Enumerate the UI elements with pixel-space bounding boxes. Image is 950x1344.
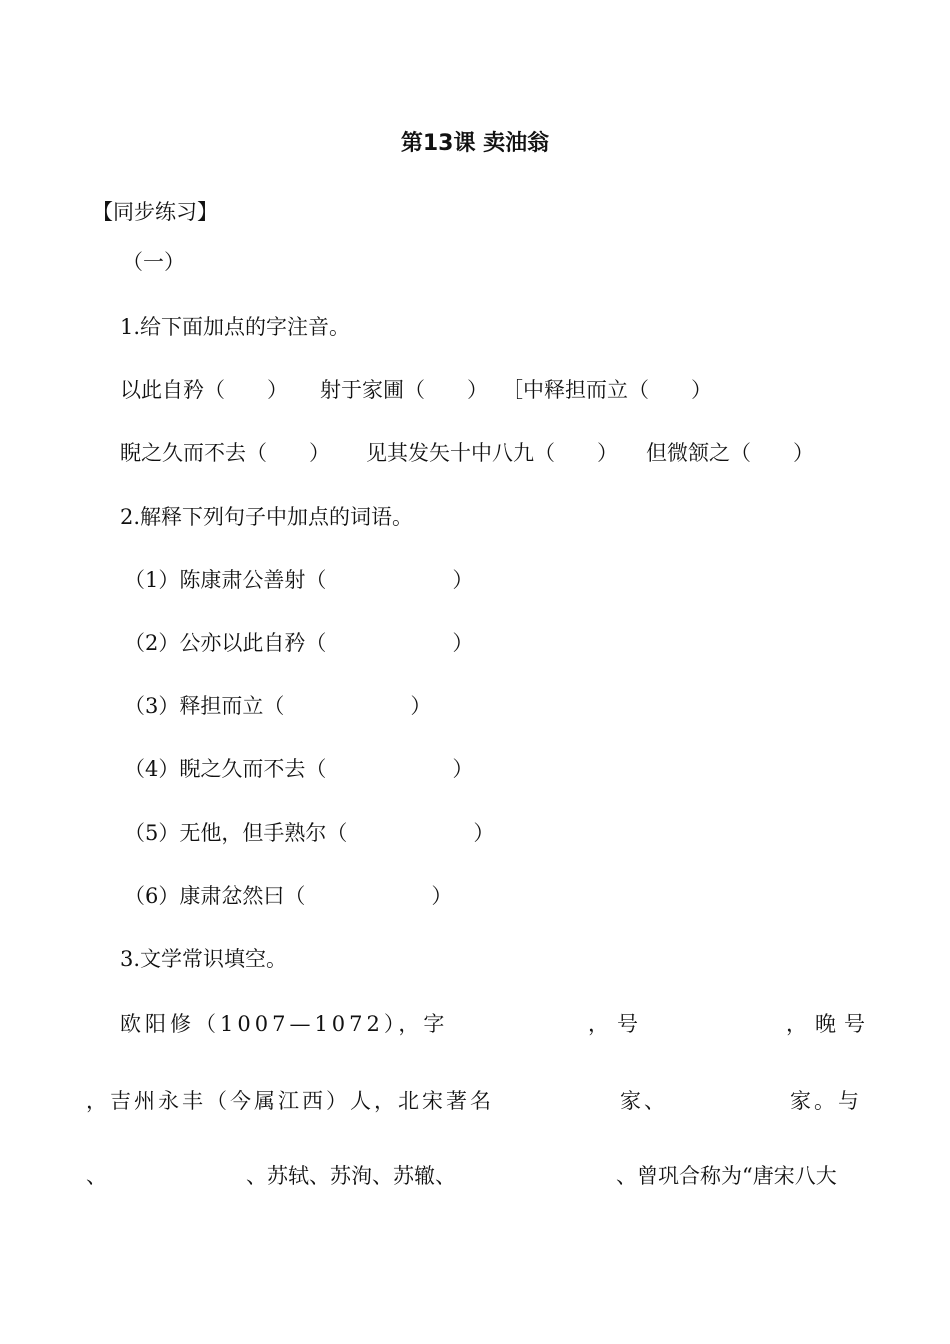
question-2-item: （1）陈康肃公善射（ ） [124, 568, 474, 592]
question-3-line-2 [86, 1087, 866, 1115]
pinyin-item: ［中释担而立（ ） [502, 378, 712, 402]
fill-text: ，号 [588, 1012, 646, 1036]
fill-text: 、曾巩合称为“唐宋八大 [616, 1164, 837, 1188]
page-title: 第13课 卖油翁 [400, 131, 550, 156]
pinyin-item: 射于家圃（ ） [320, 378, 488, 402]
question-3-line-3 [86, 1162, 866, 1190]
pinyin-item: 但微颔之（ ） [646, 441, 814, 465]
question-1-prompt: 1.给下面加点的字注音。 [120, 315, 351, 339]
fill-text: 、 [86, 1164, 107, 1188]
pinyin-item: 以此自矜（ ） [120, 378, 288, 402]
part-label: （一） [122, 250, 185, 274]
fill-text: 家。与 [790, 1089, 862, 1113]
question-2-item: （5）无他，但手熟尔（ ） [124, 821, 495, 845]
fill-text: 欧阳修（1007—1072），字 [120, 1012, 449, 1036]
pinyin-item: 见其发矢十中八九（ ） [366, 441, 618, 465]
pinyin-item: 睨之久而不去（ ） [120, 441, 330, 465]
question-3-prompt: 3.文学常识填空。 [120, 947, 288, 971]
fill-text: 、苏轼、苏洵、苏辙、 [246, 1164, 456, 1188]
question-3-line-1 [120, 1010, 873, 1038]
question-2-prompt: 2.解释下列句子中加点的词语。 [120, 505, 414, 529]
question-2-item: （4）睨之久而不去（ ） [124, 757, 474, 781]
fill-text: ，吉州永丰（今属江西）人，北宋著名 [86, 1089, 494, 1113]
question-2-item: （2）公亦以此自矜（ ） [124, 631, 474, 655]
fill-text: ，晚号 [786, 1012, 873, 1036]
section-label: 【同步练习】 [92, 200, 218, 224]
question-2-item: （6）康肃忿然曰（ ） [124, 884, 453, 908]
question-2-item: （3）释担而立（ ） [124, 694, 432, 718]
fill-text: 家、 [620, 1089, 668, 1113]
